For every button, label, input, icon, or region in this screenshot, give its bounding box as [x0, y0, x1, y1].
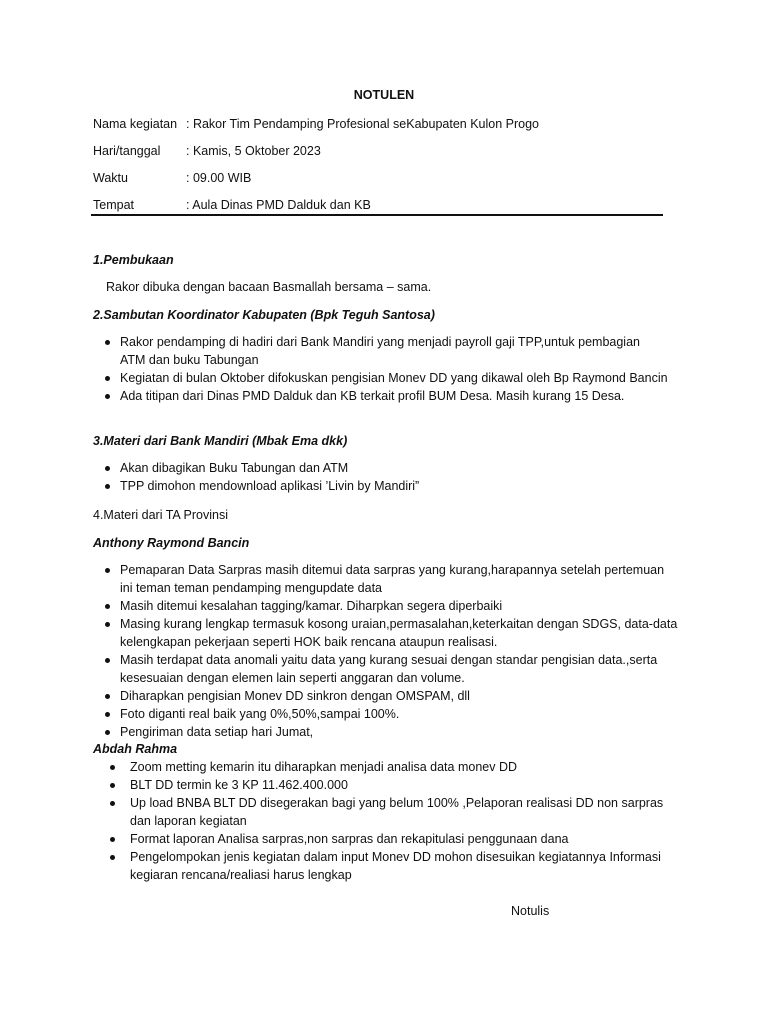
- meta-label: Nama kegiatan: [93, 117, 178, 131]
- sambutan-list: [93, 333, 668, 405]
- list-item: BLT DD termin ke 3 KP 11.462.400.000: [93, 776, 678, 794]
- pembukaan-text: Rakor dibuka dengan bacaan Basmallah bersama – sama.: [106, 280, 432, 294]
- list-item: Format laporan Analisa sarpras,non sarpras dan rekapitulasi penggunaan dana: [93, 830, 678, 848]
- meta-value: : Kamis, 5 Oktober 2023: [186, 144, 321, 158]
- meta-label: Tempat: [93, 198, 134, 212]
- meta-value: : 09.00 WIB: [186, 171, 252, 185]
- document-title: NOTULEN: [353, 88, 415, 102]
- list-item: Kegiatan di bulan Oktober difokuskan pengisian Monev DD yang dikawal oleh Bp Raymond Bancin: [93, 369, 668, 387]
- bank-mandiri-list: [93, 459, 673, 495]
- sambutan-list-container: [93, 333, 668, 405]
- speaker-name: Anthony Raymond Bancin: [93, 536, 250, 550]
- meta-value: : Rakor Tim Pendamping Profesional seKabupaten Kulon Progo: [186, 117, 539, 131]
- meta-label: Waktu: [93, 171, 128, 185]
- bank-mandiri-list-container: [93, 459, 673, 495]
- list-item: Ada titipan dari Dinas PMD Dalduk dan KB terkait profil BUM Desa. Masih kurang 15 Desa.: [93, 387, 668, 405]
- meta-value: : Aula Dinas PMD Dalduk dan KB: [186, 198, 371, 212]
- list-item: Rakor pendamping di hadiri dari Bank Mandiri yang menjadi payroll gaji TPP,untuk pembagian ATM dan buku Tabungan: [93, 333, 668, 369]
- list-item: Masih terdapat data anomali yaitu data yang kurang sesuai dengan standar pengisian data.,serta kesesuaian dengan elemen lain seperti anggaran dan volume.: [93, 651, 678, 687]
- list-item: TPP dimohon mendownload aplikasi ’Livin by Mandiri”: [93, 477, 673, 495]
- speaker1-list-container: [93, 561, 678, 741]
- list-item: Pemaparan Data Sarpras masih ditemui data sarpras yang kurang,harapannya setelah pertemuan ini teman teman pendamping mengupdate data: [93, 561, 678, 597]
- section-heading-pembukaan: 1.Pembukaan: [93, 253, 174, 267]
- meta-label: Hari/tanggal: [93, 144, 161, 158]
- list-item: Up load BNBA BLT DD disegerakan bagi yang belum 100% ,Pelaporan realisasi DD non sarpras dan laporan kegiatan: [93, 794, 678, 830]
- list-item: Foto diganti real baik yang 0%,50%,sampai 100%.: [93, 705, 678, 723]
- speaker-name: Abdah Rahma: [93, 742, 178, 756]
- signoff-notulis: Notulis: [511, 904, 550, 918]
- list-item: Masing kurang lengkap termasuk kosong uraian,permasalahan,keterkaitan dengan SDGS, data-data kelengkapan pekerjaan seperti HOK baik rencana ataupun realisasi.: [93, 615, 678, 651]
- list-item: Pengelompokan jenis kegiatan dalam input Monev DD mohon disesuikan kegiatannya Informasi kegiaran rencana/realiasi harus lengkap: [93, 848, 678, 884]
- section-heading-bank-mandiri: 3.Materi dari Bank Mandiri (Mbak Ema dkk): [93, 434, 348, 448]
- list-item: Zoom metting kemarin itu diharapkan menjadi analisa data monev DD: [93, 758, 678, 776]
- section-heading-ta-provinsi: 4.Materi dari TA Provinsi: [93, 508, 229, 522]
- list-item: Pengiriman data setiap hari Jumat,: [93, 723, 678, 741]
- list-item: Akan dibagikan Buku Tabungan dan ATM: [93, 459, 673, 477]
- speaker2-list-container: [93, 758, 678, 884]
- list-item: Diharapkan pengisian Monev DD sinkron dengan OMSPAM, dll: [93, 687, 678, 705]
- section-heading-sambutan: 2.Sambutan Koordinator Kabupaten (Bpk Teguh Santosa): [93, 308, 435, 322]
- speaker1-list: [93, 561, 678, 741]
- list-item: Masih ditemui kesalahan tagging/kamar. Diharpkan segera diperbaiki: [93, 597, 678, 615]
- header-divider: [91, 214, 663, 216]
- speaker2-list: [93, 758, 678, 884]
